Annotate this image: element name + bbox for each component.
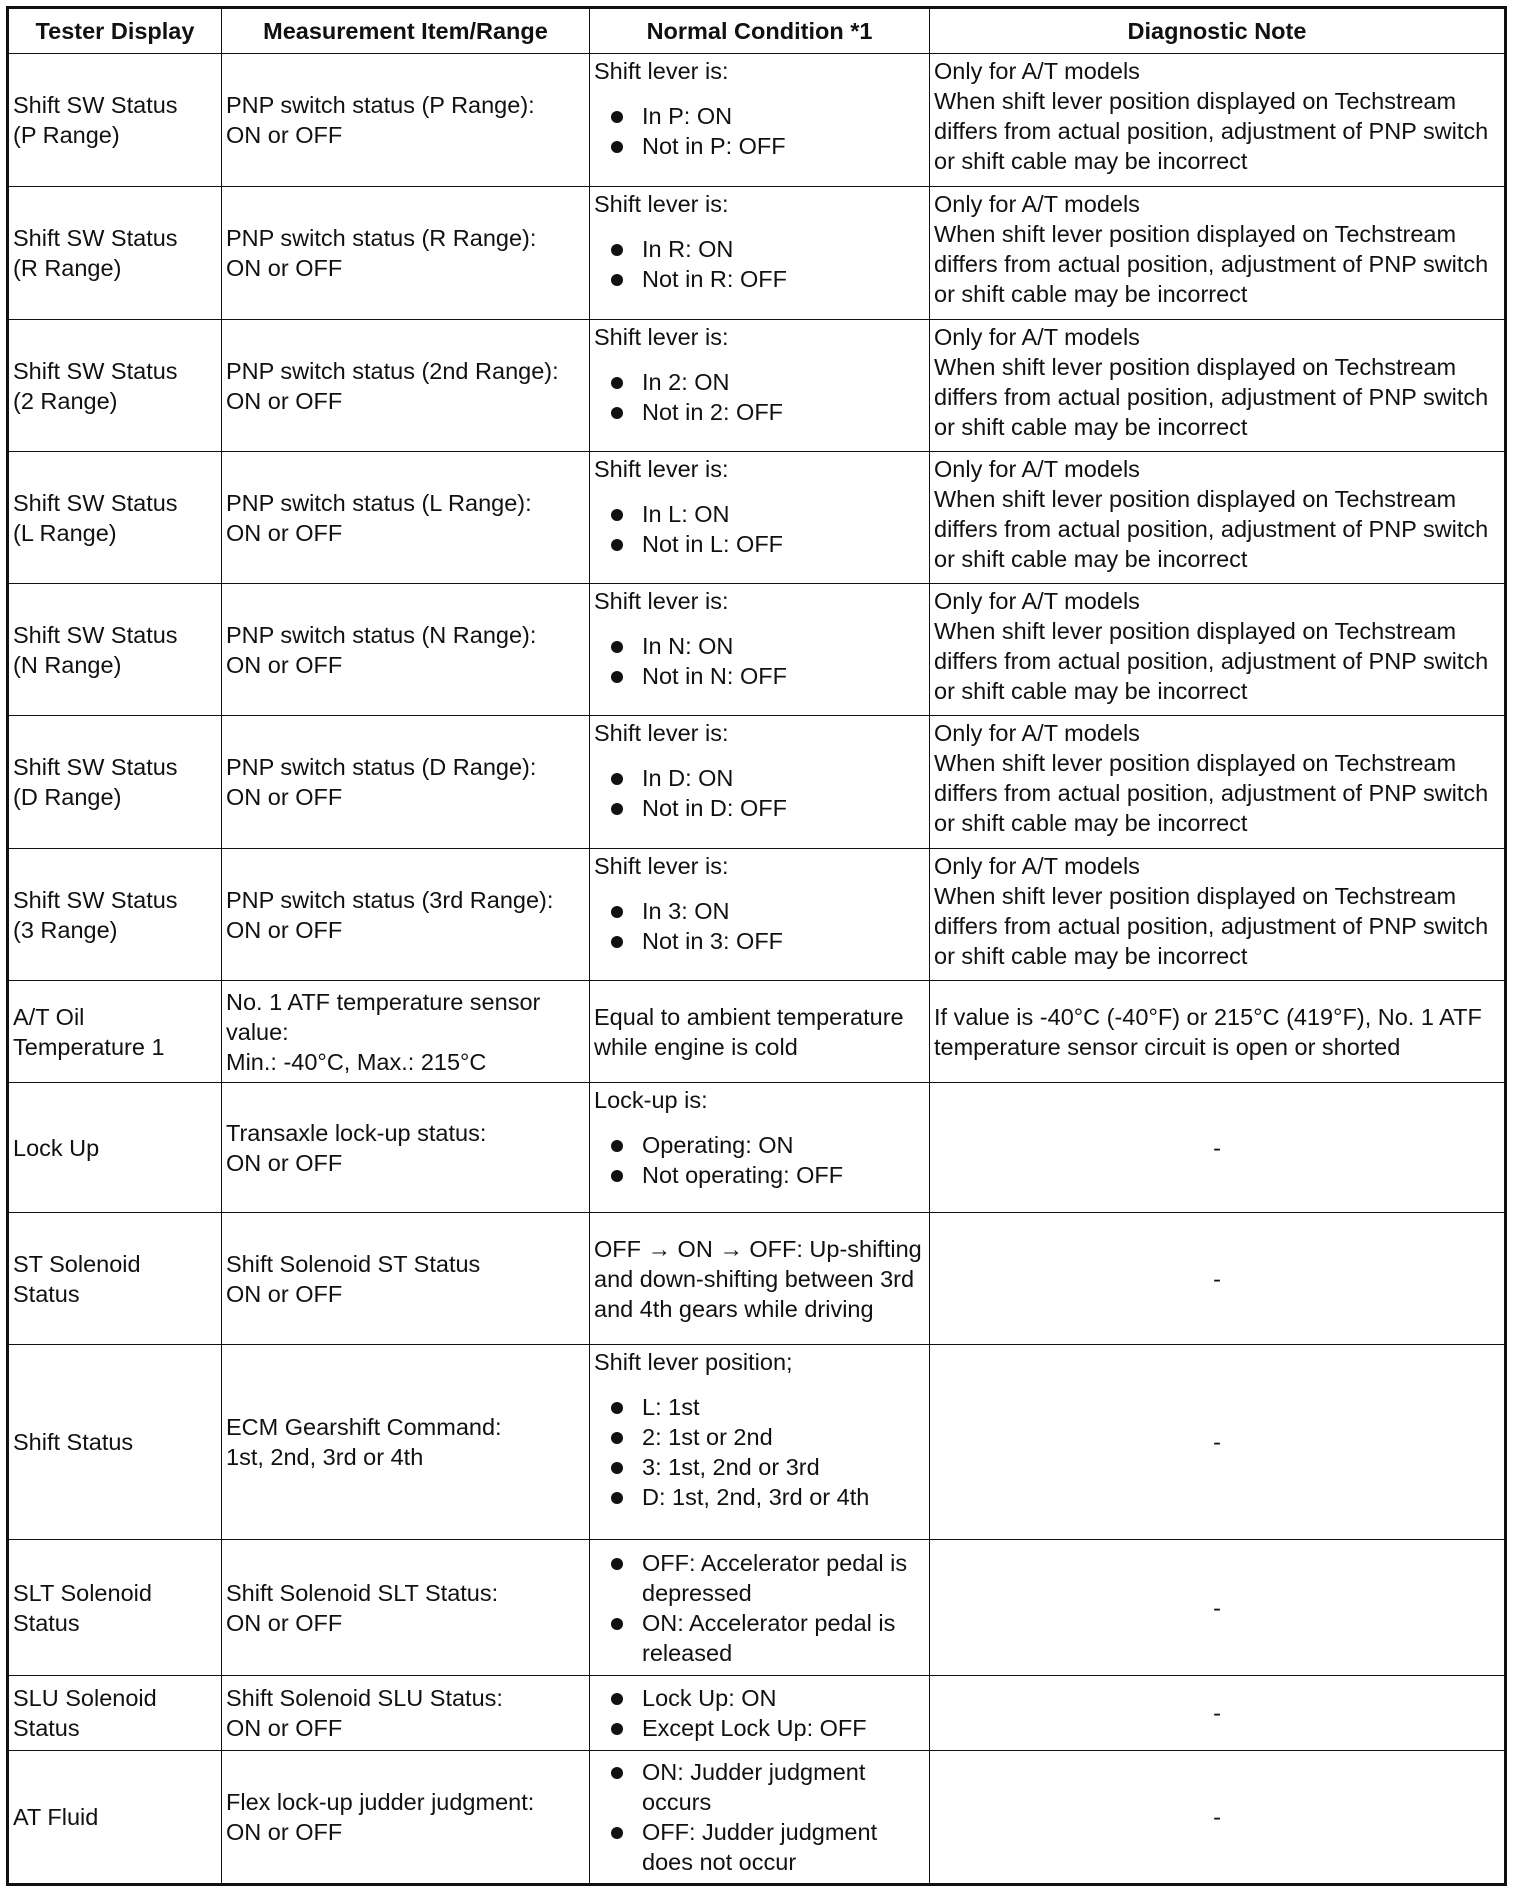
condition-bullet-item: 2: 1st or 2nd (594, 1422, 925, 1452)
condition-bullet-item: Not in D: OFF (594, 793, 925, 823)
condition-intro: Shift lever is: (594, 456, 729, 482)
diagnostic-note-cell (930, 981, 1506, 1083)
note-text: - (1213, 1265, 1221, 1292)
condition-bullet-item: In 3: ON (594, 896, 925, 926)
measurement-cell (222, 187, 590, 320)
condition-bullet-item: ON: Accelerator pedal is released (594, 1608, 925, 1668)
tester-text: (2 Range) (13, 387, 118, 414)
tester-display-cell (8, 1083, 222, 1213)
header-measurement-item: Measurement Item/Range (222, 8, 590, 54)
tester-text: Status (13, 1609, 80, 1636)
diagnostic-note-cell (930, 1751, 1506, 1885)
note-text: - (1213, 1134, 1221, 1161)
measurement-cell (222, 1345, 590, 1540)
normal-condition-cell (590, 1213, 930, 1345)
measurement-cell (222, 1751, 590, 1885)
condition-bullet-item: In R: ON (594, 234, 925, 264)
condition-list (594, 234, 925, 294)
diagnostic-note-cell (930, 1083, 1506, 1213)
tester-display-cell (8, 1540, 222, 1676)
measurement-cell (222, 452, 590, 584)
tester-text: Shift SW Status (13, 225, 178, 251)
condition-bullet-item: Not in 2: OFF (594, 397, 925, 427)
diagnostic-note-cell (930, 584, 1506, 716)
diagnostic-note-cell (930, 187, 1506, 320)
tester-text: (R Range) (13, 255, 122, 281)
tester-display-cell (8, 1676, 222, 1751)
measurement-text: ON or OFF (226, 1609, 343, 1636)
condition-bullet-item: In 2: ON (594, 367, 925, 397)
condition-intro: Shift lever is: (594, 853, 729, 879)
header-tester-display: Tester Display (8, 8, 222, 54)
normal-condition-cell (590, 584, 930, 716)
note-text: When shift lever position displayed on Techstream differs from actual position, adjustment of PNP switch or shift cable may be incorrect (934, 221, 1489, 307)
condition-bullet-item: 3: 1st, 2nd or 3rd (594, 1452, 925, 1482)
tester-text: Shift SW Status (13, 489, 178, 516)
condition-bullet-item: In D: ON (594, 763, 925, 793)
condition-list (594, 763, 925, 823)
condition-intro: OFF → ON → OFF: Up-shifting and down-shifting between 3rd and 4th gears while driving (594, 1235, 922, 1322)
measurement-text: PNP switch status (L Range): (226, 489, 532, 516)
table-row (8, 1345, 1506, 1540)
header-diagnostic-note: Diagnostic Note (930, 8, 1506, 54)
note-text: When shift lever position displayed on Techstream differs from actual position, adjustment of PNP switch or shift cable may be incorrect (934, 486, 1489, 572)
diagnostic-note-cell (930, 1540, 1506, 1676)
condition-bullet-item: Not in 3: OFF (594, 926, 925, 956)
normal-condition-cell (590, 1751, 930, 1885)
condition-bullet-item: In P: ON (594, 101, 925, 131)
condition-bullet-item: OFF: Accelerator pedal is depressed (594, 1548, 925, 1608)
condition-list (594, 367, 925, 427)
condition-bullet-item: Not in N: OFF (594, 661, 925, 691)
measurement-text: PNP switch status (D Range): (226, 754, 537, 780)
measurement-text: ECM Gearshift Command: (226, 1414, 502, 1440)
tester-display-cell (8, 1751, 222, 1885)
measurement-cell (222, 849, 590, 981)
condition-list (594, 101, 925, 161)
condition-intro: Lock-up is: (594, 1087, 708, 1113)
condition-bullet-item: Not in R: OFF (594, 264, 925, 294)
condition-bullet-item: Operating: ON (594, 1130, 925, 1160)
note-text: Only for A/T models (934, 853, 1140, 879)
measurement-cell (222, 981, 590, 1083)
table-row (8, 716, 1506, 849)
diagnostic-note-cell (930, 54, 1506, 187)
measurement-text: ON or OFF (226, 916, 343, 943)
condition-list (594, 1130, 925, 1190)
measurement-cell (222, 716, 590, 849)
condition-intro: Shift lever is: (594, 588, 729, 614)
measurement-text: ON or OFF (226, 255, 343, 281)
tester-text: (D Range) (13, 784, 122, 810)
tester-text: Status (13, 1280, 80, 1307)
note-text: When shift lever position displayed on Techstream differs from actual position, adjustment of PNP switch or shift cable may be incorrect (934, 354, 1489, 440)
measurement-text: ON or OFF (226, 784, 343, 810)
tester-display-cell (8, 1345, 222, 1540)
tester-display-cell (8, 187, 222, 320)
table-row (8, 1213, 1506, 1345)
condition-bullet-item: Not in L: OFF (594, 529, 925, 559)
condition-list (594, 1683, 925, 1743)
tester-display-cell (8, 584, 222, 716)
condition-bullet-item: Lock Up: ON (594, 1683, 925, 1713)
measurement-text: ON or OFF (226, 651, 343, 678)
measurement-cell (222, 1540, 590, 1676)
measurement-cell (222, 320, 590, 452)
diagnostic-note-cell (930, 849, 1506, 981)
note-text: - (1213, 1700, 1221, 1726)
diagnostic-note-cell (930, 1676, 1506, 1751)
tester-text: (3 Range) (13, 916, 118, 943)
condition-intro: Shift lever is: (594, 191, 729, 217)
tester-text: (N Range) (13, 651, 122, 678)
normal-condition-cell (590, 320, 930, 452)
tester-display-cell (8, 54, 222, 187)
condition-intro: Shift lever is: (594, 58, 729, 84)
table-row (8, 1676, 1506, 1751)
measurement-text: Shift Solenoid SLU Status: (226, 1685, 503, 1711)
measurement-text: ON or OFF (226, 1819, 343, 1845)
tester-display-cell (8, 849, 222, 981)
note-text: Only for A/T models (934, 324, 1140, 350)
measurement-text: ON or OFF (226, 1715, 343, 1741)
normal-condition-cell (590, 1676, 930, 1751)
table-row (8, 584, 1506, 716)
normal-condition-cell (590, 1083, 930, 1213)
measurement-text: PNP switch status (P Range): (226, 92, 535, 118)
normal-condition-cell (590, 54, 930, 187)
tester-display-cell (8, 452, 222, 584)
measurement-text: PNP switch status (N Range): (226, 621, 537, 648)
condition-list (594, 896, 925, 956)
tester-text: Lock Up (13, 1134, 100, 1161)
tester-text: Shift SW Status (13, 754, 178, 780)
measurement-text: PNP switch status (3rd Range): (226, 886, 554, 913)
tester-text: (L Range) (13, 519, 117, 546)
measurement-text: Shift Solenoid SLT Status: (226, 1579, 499, 1606)
condition-list (594, 1757, 925, 1877)
table-row (8, 1540, 1506, 1676)
measurement-text: ON or OFF (226, 1280, 343, 1307)
measurement-text: ON or OFF (226, 387, 343, 414)
note-text: When shift lever position displayed on Techstream differs from actual position, adjustment of PNP switch or shift cable may be incorrect (934, 883, 1489, 969)
normal-condition-cell (590, 849, 930, 981)
note-text: When shift lever position displayed on Techstream differs from actual position, adjustment of PNP switch or shift cable may be incorrect (934, 750, 1489, 836)
diagnostic-note-cell (930, 1213, 1506, 1345)
tester-text: SLT Solenoid (13, 1579, 152, 1606)
measurement-text: Shift Solenoid ST Status (226, 1250, 481, 1277)
measurement-cell (222, 1676, 590, 1751)
table-row (8, 1083, 1506, 1213)
condition-list (594, 1548, 925, 1668)
diagnostic-note-cell (930, 716, 1506, 849)
tester-text: Shift SW Status (13, 621, 178, 648)
condition-bullet-item: ON: Judder judgment occurs (594, 1757, 925, 1817)
normal-condition-cell (590, 187, 930, 320)
note-text: When shift lever position displayed on Techstream differs from actual position, adjustment of PNP switch or shift cable may be incorrect (934, 618, 1489, 704)
tester-text: Shift SW Status (13, 357, 178, 384)
tester-text: Status (13, 1715, 80, 1741)
tester-text: Shift Status (13, 1429, 134, 1455)
table-row (8, 54, 1506, 187)
table-row (8, 452, 1506, 584)
measurement-text: ON or OFF (226, 1149, 343, 1176)
header-normal-condition: Normal Condition *1 (590, 8, 930, 54)
tester-display-cell (8, 1213, 222, 1345)
condition-bullet-item: Not in P: OFF (594, 131, 925, 161)
normal-condition-cell (590, 1540, 930, 1676)
condition-bullet-item: D: 1st, 2nd, 3rd or 4th (594, 1482, 925, 1512)
measurement-text: Min.: -40°C, Max.: 215°C (226, 1048, 487, 1075)
measurement-text: PNP switch status (2nd Range): (226, 357, 559, 384)
note-text: Only for A/T models (934, 191, 1140, 217)
tester-text: A/T Oil (13, 1003, 85, 1030)
data-list-table (6, 6, 1507, 1886)
table-row (8, 849, 1506, 981)
condition-bullet-item: Not operating: OFF (594, 1160, 925, 1190)
condition-intro: Shift lever is: (594, 720, 729, 746)
note-text: Only for A/T models (934, 720, 1140, 746)
tester-display-cell (8, 981, 222, 1083)
measurement-text: ON or OFF (226, 519, 343, 546)
note-text: When shift lever position displayed on Techstream differs from actual position, adjustment of PNP switch or shift cable may be incorrect (934, 88, 1489, 174)
note-text: - (1213, 1429, 1221, 1455)
condition-list (594, 499, 925, 559)
condition-bullet-item: L: 1st (594, 1392, 925, 1422)
note-text: Only for A/T models (934, 456, 1140, 482)
diagnostic-note-cell (930, 452, 1506, 584)
diagnostic-note-cell (930, 320, 1506, 452)
tester-text: AT Fluid (13, 1804, 99, 1830)
tester-text: SLU Solenoid (13, 1685, 157, 1711)
measurement-text: ON or OFF (226, 122, 343, 148)
note-text: Only for A/T models (934, 58, 1140, 84)
note-text: Only for A/T models (934, 588, 1140, 614)
tester-display-cell (8, 716, 222, 849)
measurement-cell (222, 1083, 590, 1213)
condition-bullet-item: In L: ON (594, 499, 925, 529)
table-row (8, 187, 1506, 320)
measurement-text: Transaxle lock-up status: (226, 1119, 487, 1146)
normal-condition-cell (590, 452, 930, 584)
header-row (8, 8, 1506, 54)
measurement-text: 1st, 2nd, 3rd or 4th (226, 1444, 424, 1470)
table-row (8, 1751, 1506, 1885)
tester-text: ST Solenoid (13, 1250, 141, 1277)
table-row (8, 320, 1506, 452)
tester-text: (P Range) (13, 122, 120, 148)
condition-intro: Equal to ambient temperature while engine is cold (594, 1003, 904, 1060)
measurement-cell (222, 1213, 590, 1345)
measurement-text: No. 1 ATF temperature sensor value: (226, 988, 541, 1045)
measurement-text: PNP switch status (R Range): (226, 225, 537, 251)
condition-list (594, 1392, 925, 1512)
tester-text: Temperature 1 (13, 1033, 165, 1060)
condition-bullet-item: OFF: Judder judgment does not occur (594, 1817, 925, 1877)
tester-text: Shift SW Status (13, 886, 178, 913)
condition-intro: Shift lever position; (594, 1349, 793, 1375)
measurement-cell (222, 54, 590, 187)
tester-display-cell (8, 320, 222, 452)
table-row (8, 981, 1506, 1083)
condition-intro: Shift lever is: (594, 324, 729, 350)
tester-text: Shift SW Status (13, 92, 178, 118)
condition-bullet-item: In N: ON (594, 631, 925, 661)
normal-condition-cell (590, 1345, 930, 1540)
normal-condition-cell (590, 981, 930, 1083)
note-text: If value is -40°C (-40°F) or 215°C (419°F), No. 1 ATF temperature sensor circuit is open or shorted (934, 1003, 1482, 1060)
note-text: - (1213, 1804, 1221, 1830)
measurement-text: Flex lock-up judder judgment: (226, 1789, 535, 1815)
measurement-cell (222, 584, 590, 716)
condition-list (594, 631, 925, 691)
note-text: - (1213, 1594, 1221, 1621)
normal-condition-cell (590, 716, 930, 849)
condition-bullet-item: Except Lock Up: OFF (594, 1713, 925, 1743)
diagnostic-note-cell (930, 1345, 1506, 1540)
